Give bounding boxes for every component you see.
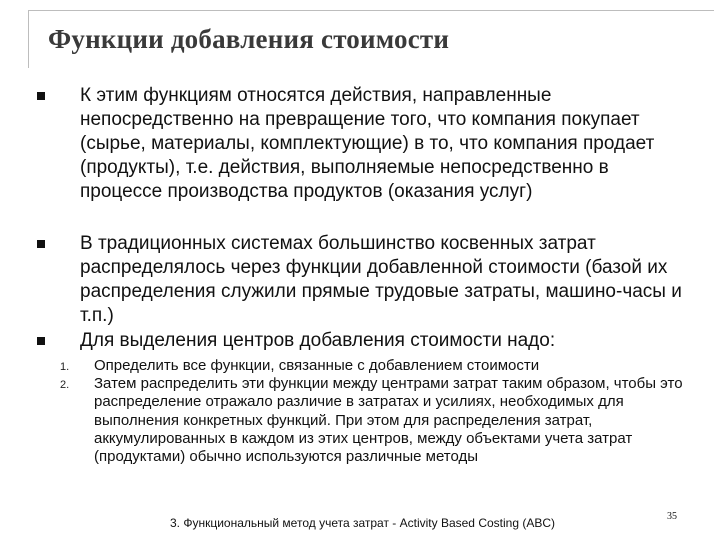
- bullet-item-1: К этим функциям относятся действия, направленные непосредственно на превращение того, что компания покупает (сырье, материалы, комплектующие) в то, что компания продает (продукты), т.е. действия, выполняемые непосредственно в процессе производства продуктов (оказания услуг): [80, 85, 655, 202]
- slide-footer: 3. Функциональный метод учета затрат - Activity Based Costing (ABC): [170, 516, 556, 530]
- numbered-item-2-number: 2.: [60, 379, 70, 391]
- bullet-item-3: Для выделения центров добавления стоимости надо:: [80, 330, 556, 351]
- page-number: 35: [667, 511, 677, 522]
- numbered-item-2-text: Затем распределить эти функции между центрами затрат таким образом, чтобы это распределение отражало различие в затратах и усилиях, необходимых для выполнения конкретных функций. При этом для распределения затрат, аккумулированных в каждом из этих центров, между объектами учета затрат (продуктами) обычно используются различные методы: [94, 375, 683, 466]
- slide-title: Функции добавления стоимости: [48, 24, 450, 54]
- bullet-item-2: В традиционных системах большинство косвенных затрат распределялось через функции добавленной стоимости (базой их распределения служили прямые трудовые затраты, машино-часы и т.п.): [80, 233, 682, 326]
- title-frame-top-line: [28, 10, 714, 11]
- numbered-item-1-text: Определить все функции, связанные с добавлением стоимости: [94, 357, 540, 374]
- numbered-item-1-number: 1.: [60, 361, 70, 373]
- title-frame-left-line: [28, 10, 29, 68]
- square-bullet-icon: [37, 92, 45, 100]
- square-bullet-icon: [37, 240, 45, 248]
- square-bullet-icon: [37, 337, 45, 345]
